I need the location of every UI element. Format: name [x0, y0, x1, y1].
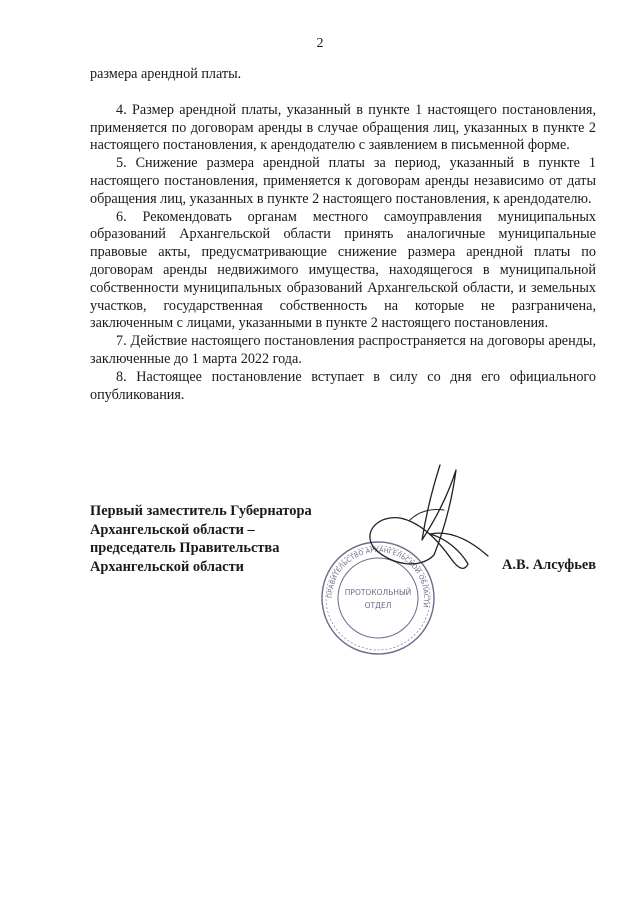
- document-body: [90, 66, 596, 404]
- signatory-title-line: председатель Правительства: [90, 540, 280, 557]
- paragraph-4: 4. Размер арендной платы, указанный в пункте 1 настоящего постановления, применяется по договорам аренды в случае обращения лиц, указанных в пункте 2 настоящего постановления, к арендодателю с заявлением в письменной форме.: [90, 101, 596, 154]
- page-number: 2: [316, 36, 324, 51]
- paragraph-5: 5. Снижение размера арендной платы за период, указанный в пункте 1 настоящего постановления, применяется к договорам аренды независимо от даты обращения лиц, указанных в пункте 2 настоящего постановления, к арендодателю.: [90, 155, 596, 207]
- signatory-title-line: Архангельской области: [90, 558, 244, 575]
- paragraph-6: 6. Рекомендовать органам местного самоуправления муниципальных образований Архангельской области принять аналогичные муниципальные правовые акты, предусматривающие снижение размера арендной платы по договорам аренды недвижимого имущества, находящегося в муниципальной собственности муниципальных образований Архангельской области, и земельных участков, государственная собственность на которые не разграничена, заключенным с лицами, указанными в пункте 2 настоящего постановления.: [90, 208, 596, 332]
- signatory-name: А.В. Алсуфьев: [501, 557, 596, 573]
- paragraph-7: 7. Действие настоящего постановления распространяется на договоры аренды, заключенные до 1 марта 2022 года.: [90, 333, 596, 367]
- continuation-text: размера арендной платы.: [90, 66, 242, 82]
- seal-inner-text-2: ОТДЕЛ: [364, 601, 392, 610]
- seal-ring-text: ПРАВИТЕЛЬСТВО АРХАНГЕЛЬСКОЙ ОБЛАСТИ: [325, 545, 431, 608]
- signatory-title: [90, 502, 312, 576]
- signatory-title-line: Архангельской области –: [90, 521, 255, 538]
- signatory-title-line: Первый заместитель Губернатора: [90, 503, 312, 519]
- seal-inner-text-1: ПРОТОКОЛЬНЫЙ: [344, 588, 412, 597]
- paragraph-8: 8. Настоящее постановление вступает в силу со дня его официального опубликования.: [90, 368, 596, 403]
- handwritten-signature: [360, 460, 510, 590]
